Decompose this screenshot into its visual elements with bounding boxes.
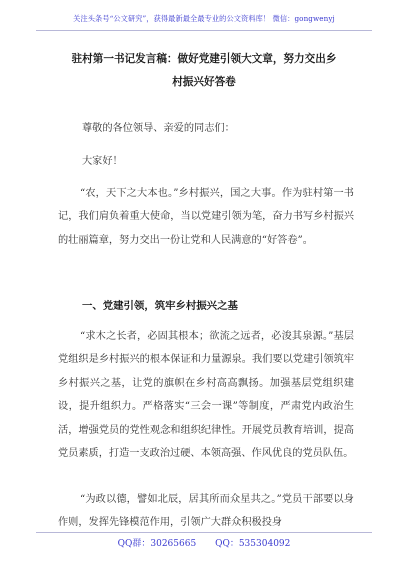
page-header: [36, 2, 372, 31]
salutation: 尊敬的各位领导、亲爱的同志们：: [82, 123, 235, 134]
document-title: [58, 48, 350, 94]
greeting: 大家好！: [82, 156, 123, 167]
paragraph-continued: “为政以德，譬如北辰，居其所而众星共之。”党员干部要以身作则，发挥先锋模范作用，引领广大群众积极投身: [58, 494, 354, 529]
footer-divider: [36, 532, 372, 533]
footer-qq: QQ：535304092: [215, 539, 291, 549]
header-notice: 关注头条号“公文研究”，获得最新最全最专业的公文资料库！ 微信：gongwenyj: [73, 14, 335, 23]
title-line-1: 驻村第一书记发言稿：做好党建引领大文章，努力交出乡: [71, 53, 337, 65]
footer-qq-group: QQ群：30265665: [117, 539, 197, 549]
title-line-2: 村振兴好答卷: [172, 76, 236, 88]
section-heading-1: 一、党建引领，筑牢乡村振兴之基: [82, 300, 238, 312]
paragraph-section1: “求木之长者，必固其根本；欲流之远者，必浚其泉源。”基层党组织是乡村振兴的根本保证和力量源泉。我们要以党建引领筑牢乡村振兴之基，让党的旗帜在乡村高高飘扬。加强基层党组织建设，提升组织力。严格落实“三会一课”等制度，严肃党内政治生活，增强党员的党性观念和组织纪律性。开展党员教育培训，提高党员素质，打造一支政治过硬、本领高强、作风优良的党员队伍。: [58, 331, 354, 460]
paragraph-intro: “农，天下之大本也。”乡村振兴，国之大事。作为驻村第一书记，我们肩负着重大使命，当以党建引领为笔，奋力书写乡村振兴的壮丽篇章，努力交出一份让党和人民满意的“好答卷”。: [58, 188, 354, 246]
page-footer: [0, 536, 408, 549]
